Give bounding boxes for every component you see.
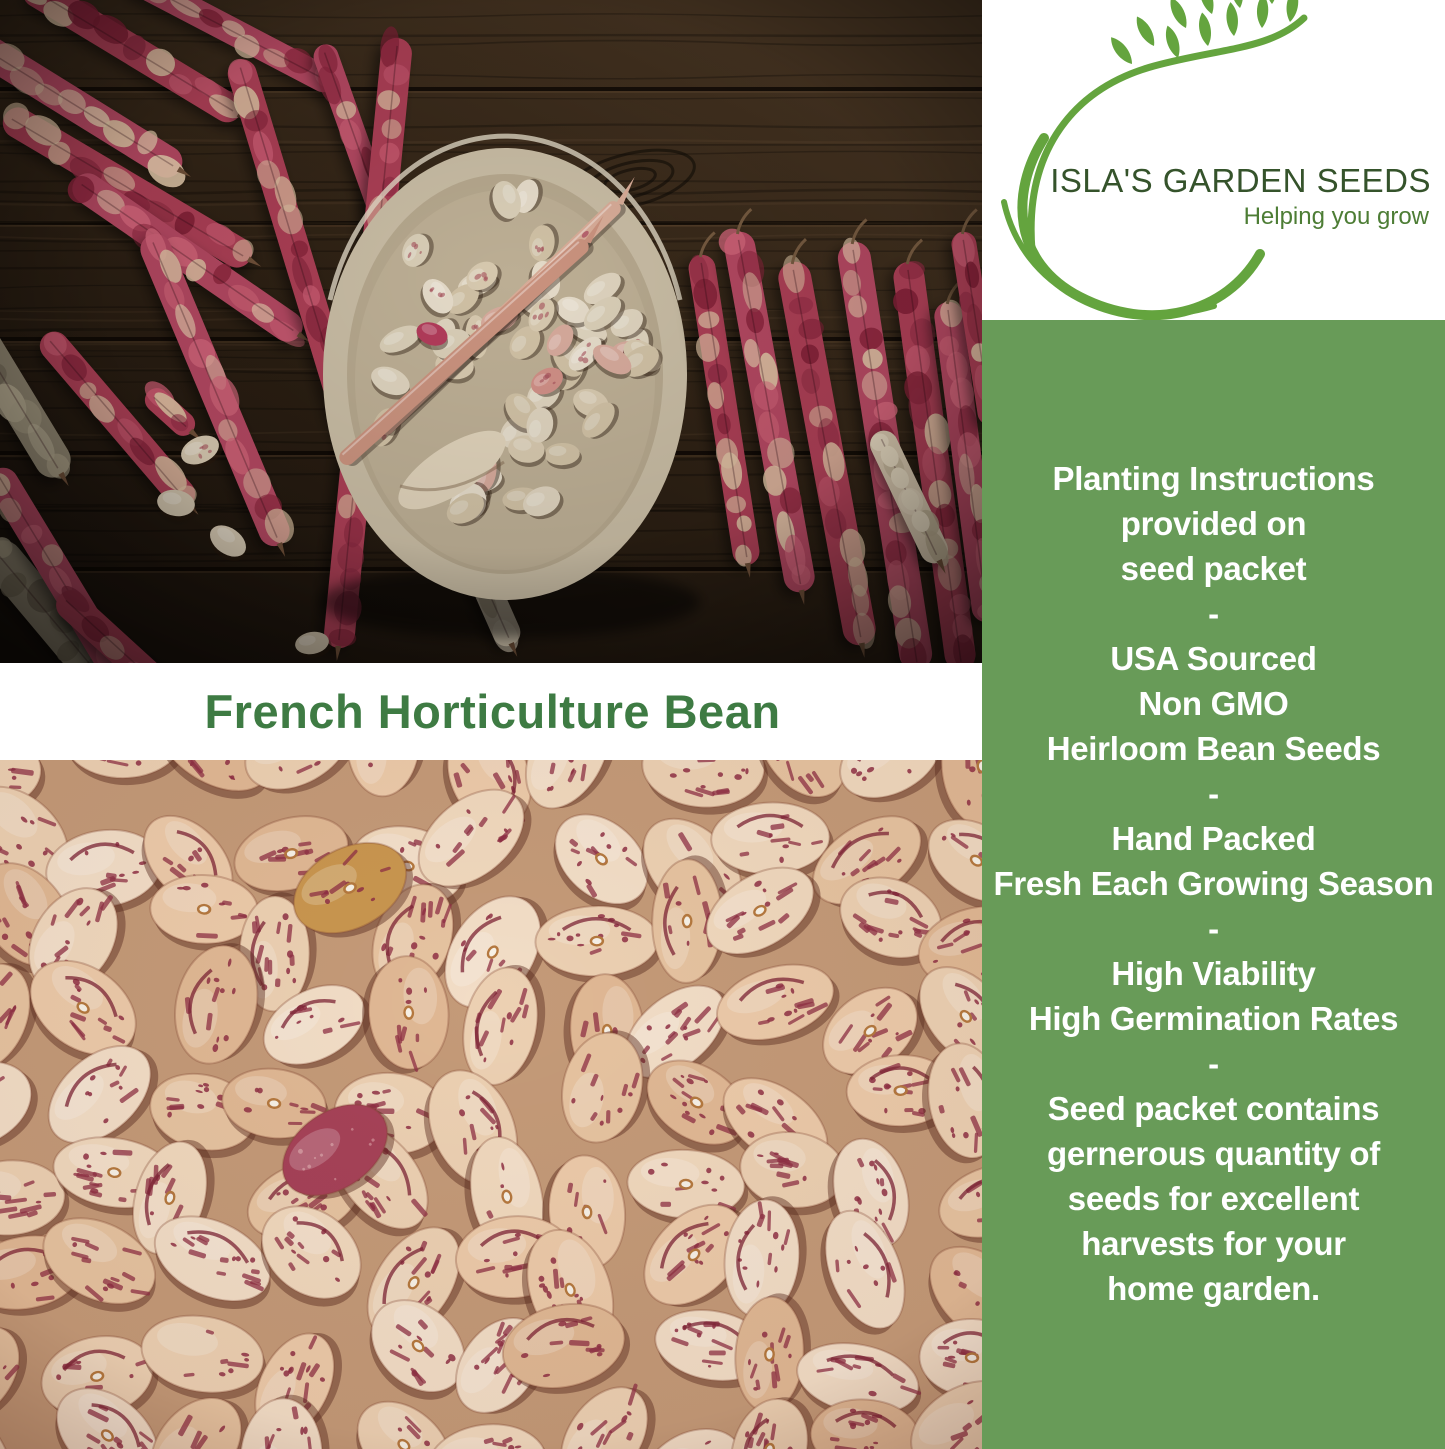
beans-closeup-art	[0, 760, 985, 1449]
feature-line: High Viability	[1111, 955, 1316, 992]
feature-line: Seed packet contains	[1047, 1090, 1380, 1127]
feature-separator: -	[1208, 775, 1219, 812]
beans-closeup-photo	[0, 760, 985, 1449]
features-list	[982, 320, 1445, 1311]
feature-separator: -	[1208, 595, 1219, 632]
product-title: French Horticulture Bean	[204, 685, 781, 738]
feature-line: Non GMO	[1138, 685, 1289, 722]
brand-name: ISLA'S GARDEN SEEDS	[1050, 162, 1431, 199]
brand-tagline: Helping you grow	[1243, 203, 1429, 230]
feature-line: Hand Packed	[1111, 820, 1316, 857]
feature-separator: -	[1208, 910, 1219, 947]
brand-logo	[982, 0, 1445, 320]
product-title-band	[0, 663, 985, 760]
info-sidebar	[982, 0, 1445, 1449]
feature-line: Fresh Each Growing Season	[993, 865, 1434, 902]
feature-separator: -	[1208, 1045, 1219, 1082]
feature-line: provided on	[1120, 505, 1307, 542]
feature-line: Heirloom Bean Seeds	[1046, 730, 1381, 767]
feature-line: Planting Instructions	[1052, 460, 1375, 497]
feature-line: seed packet	[1120, 550, 1307, 587]
features-panel	[982, 320, 1445, 1449]
feature-line: gernerous quantity of	[1047, 1135, 1380, 1172]
pods-photo-art	[0, 0, 985, 663]
brand-leaf-swirl-icon	[982, 0, 1445, 320]
pods-photo	[0, 0, 985, 663]
feature-line: home garden.	[1107, 1270, 1320, 1307]
feature-line: harvests for your	[1081, 1225, 1346, 1262]
feature-line: High Germination Rates	[1028, 1000, 1399, 1037]
feature-line: seeds for excellent	[1067, 1180, 1360, 1217]
feature-line: USA Sourced	[1110, 640, 1317, 677]
